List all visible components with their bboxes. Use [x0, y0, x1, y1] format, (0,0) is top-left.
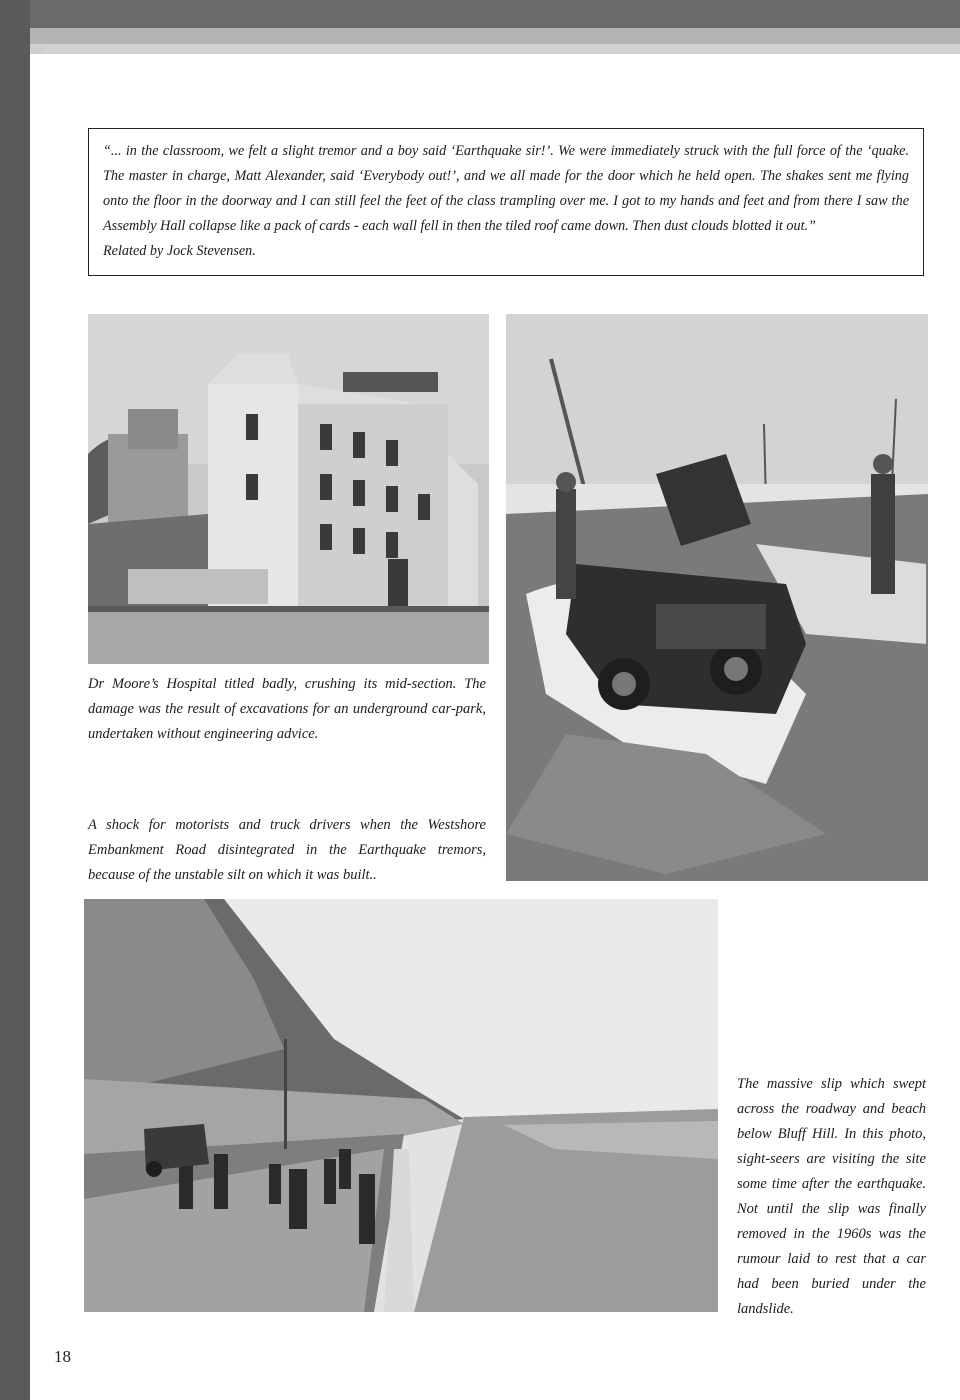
hospital-photo-image [88, 314, 489, 664]
slip-caption: The massive slip which swept across the roadway and beach below Bluff Hill. In this photo, sight-seers are visiting the site some time after the earthquake. Not until the slip was finally removed in the 1960s was the rumour laid to rest that a car had been buried under the landslide. [737, 1076, 926, 1317]
quote-box [88, 128, 924, 276]
page-edge-top [0, 0, 960, 28]
page-number: 18 [54, 1347, 71, 1366]
embankment-photo-image [506, 314, 928, 881]
embankment-photo [506, 314, 928, 881]
page-edge-left [0, 0, 30, 1400]
bluff-hill-slip-photo [84, 899, 718, 1312]
hospital-photo [88, 314, 489, 664]
hospital-caption: Dr Moore’s Hospital titled badly, crushing its mid-section. The damage was the result of excavations for an underground car-park, undertaken without engineering advice. [88, 676, 486, 742]
header-band-inner [44, 44, 960, 54]
bluff-hill-slip-photo-image [84, 899, 718, 1312]
embankment-caption: A shock for motorists and truck drivers when the Westshore Embankment Road disintegrated in the Earthquake tremors, because of the unstable silt on which it was built.. [88, 817, 486, 883]
quote-text: “... in the classroom, we felt a slight tremor and a boy said ‘Earthquake sir!’. We were immediately struck with the full force of the ‘quake. The master in charge, Matt Alexander, said ‘Everybody out!’, and we all made for the door which he held open. The shakes sent me flying onto the floor in the doorway and I can still feel the feet of the class trampling over me. I got to my hands and feet and from there I saw the Assembly Hall collapse like a pack of cards - each wall fell in then the tiled roof came down. Then dust clouds blotted it out.” [103, 143, 909, 234]
header-band [30, 28, 960, 44]
quote-attribution: Related by Jock Stevensen. [103, 243, 256, 259]
